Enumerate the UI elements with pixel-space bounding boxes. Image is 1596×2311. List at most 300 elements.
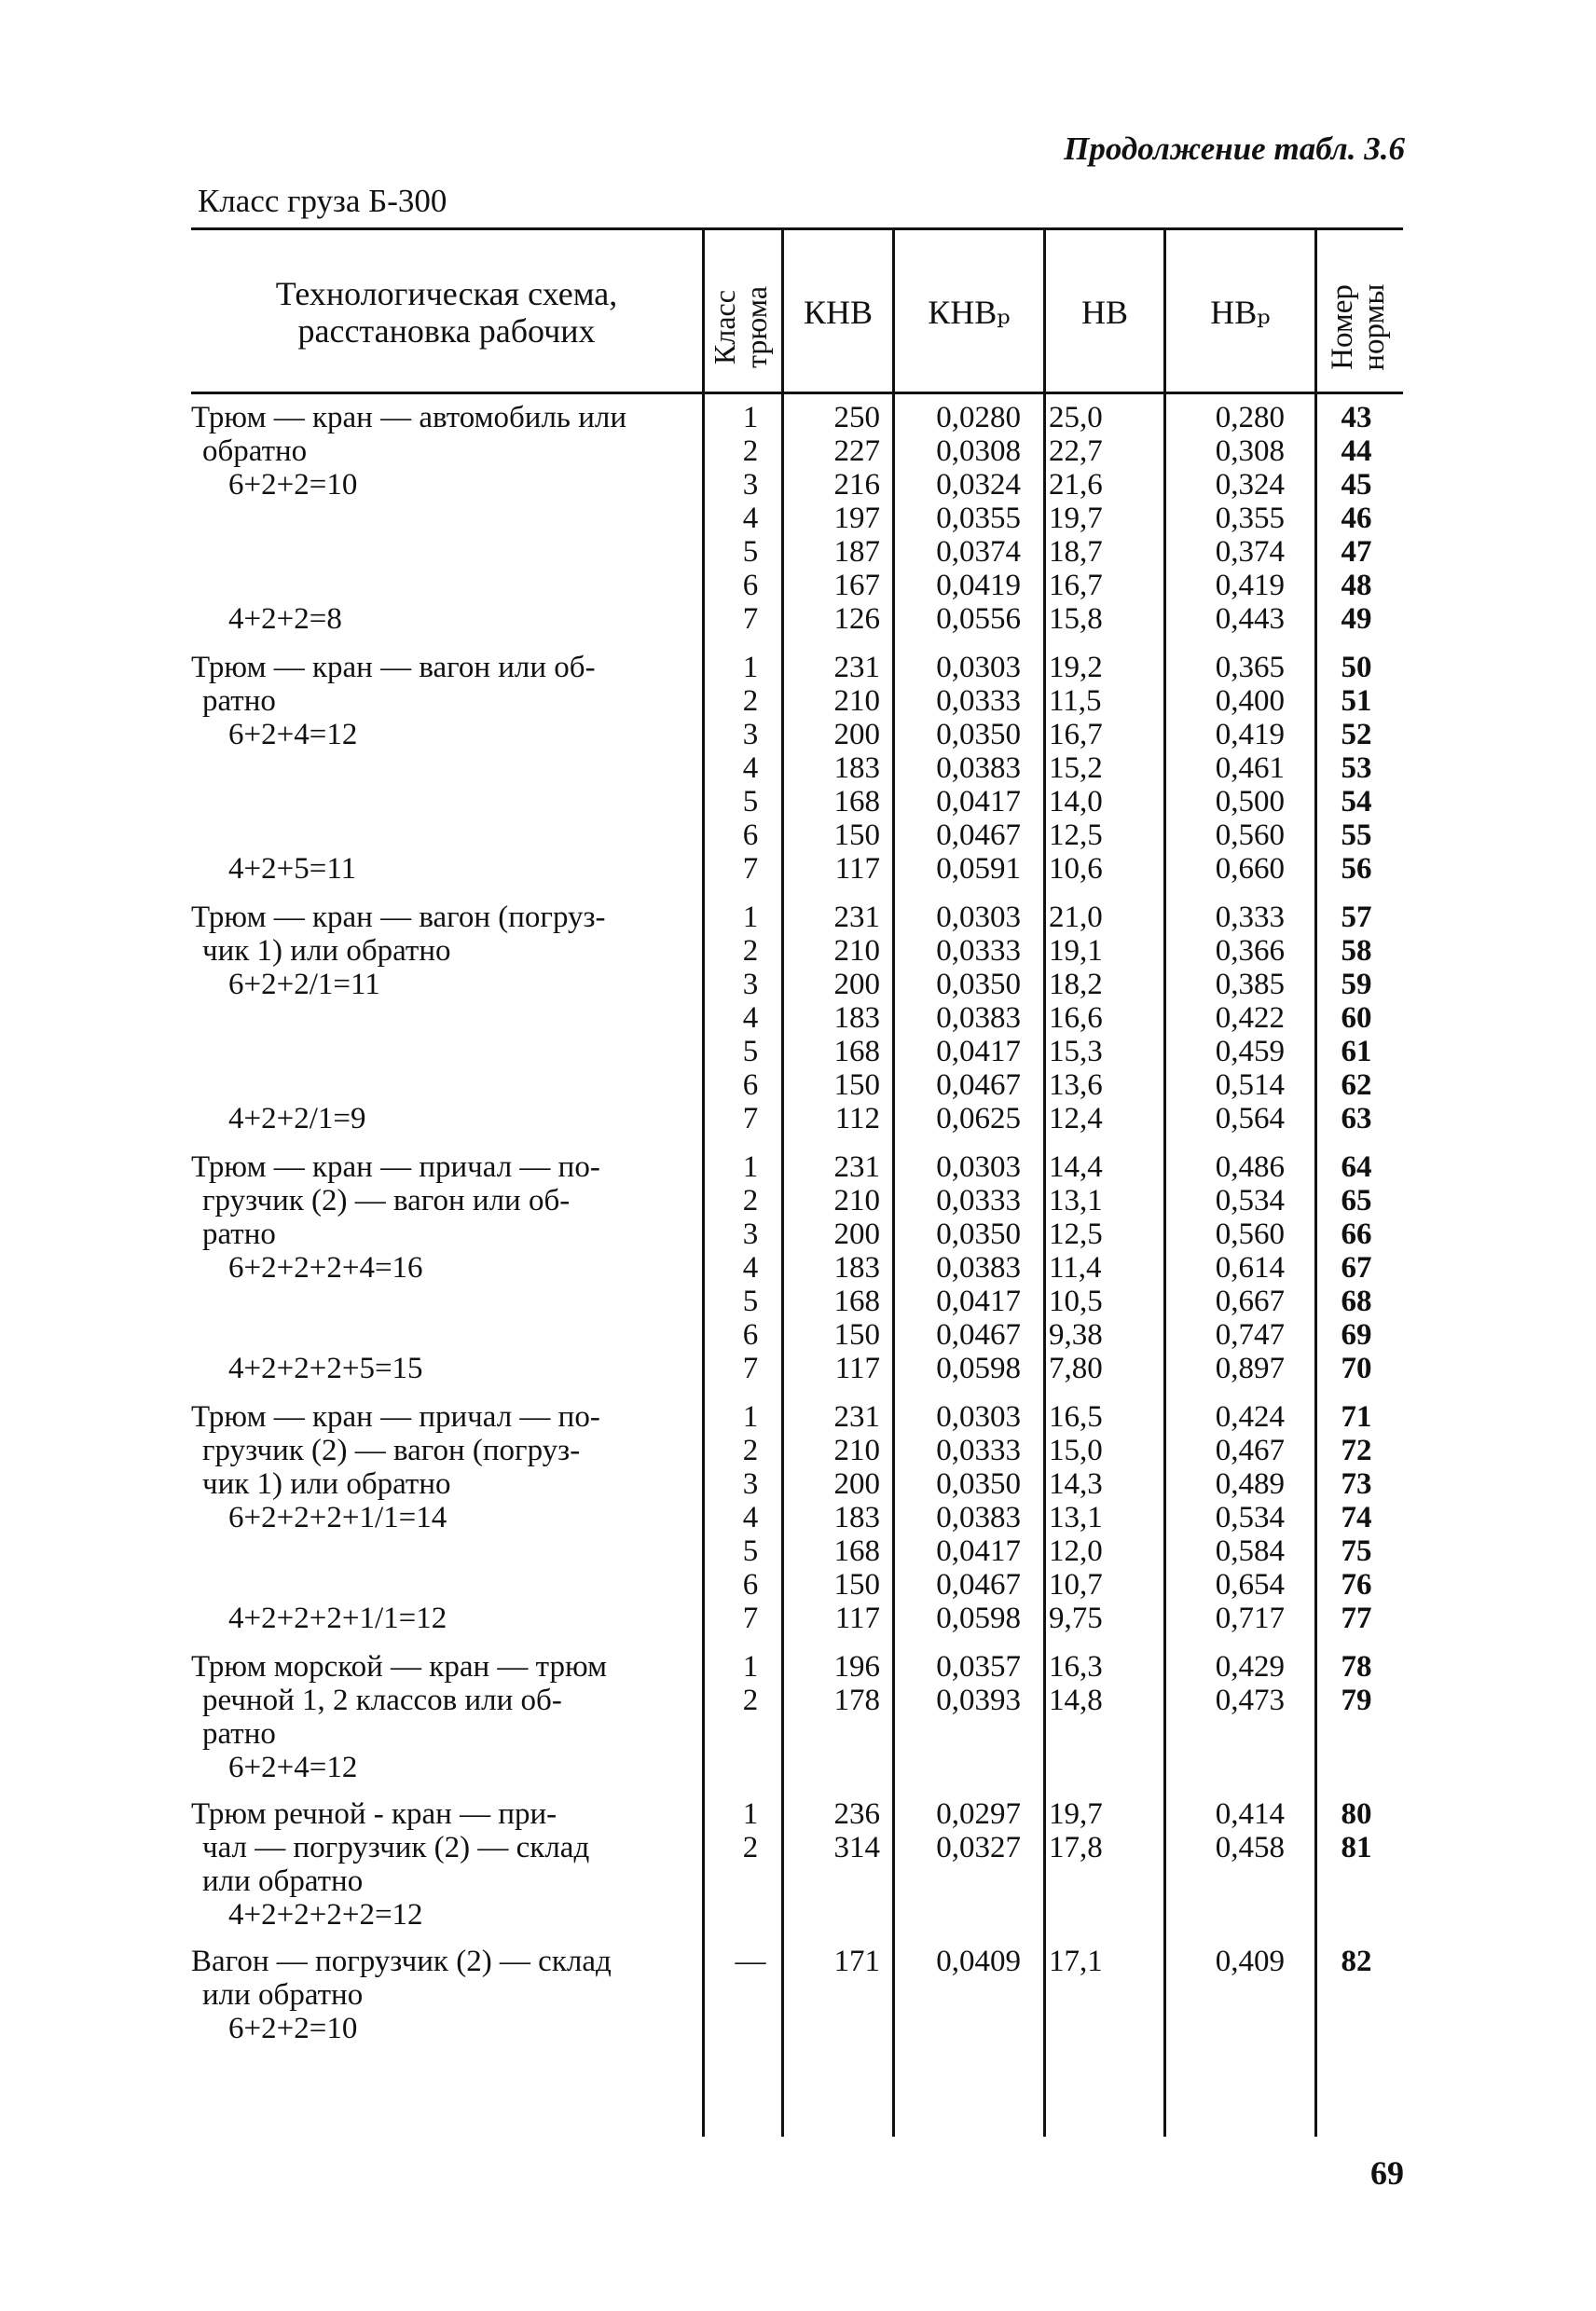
table-row bbox=[0, 1650, 1596, 1684]
nv-p-cell: 0,467 bbox=[1215, 1434, 1285, 1467]
hold-class-cell: 2 bbox=[742, 934, 759, 968]
hold-class-cell: 2 bbox=[742, 1184, 759, 1217]
hold-class-cell: 2 bbox=[742, 1434, 759, 1467]
nv-cell: 11,5 bbox=[1049, 684, 1102, 718]
norm-number-cell: 81 bbox=[1341, 1831, 1372, 1864]
scheme-description-line: Трюм — кран — причал — по- bbox=[191, 1400, 600, 1434]
scheme-description-line: Трюм — кран — причал — по- bbox=[191, 1150, 600, 1184]
table-row bbox=[0, 1434, 1596, 1467]
norm-number-cell: 63 bbox=[1341, 1102, 1372, 1135]
norm-number-cell: 66 bbox=[1341, 1217, 1372, 1251]
nv-cell: 18,2 bbox=[1049, 968, 1103, 1001]
knv-p-cell: 0,0467 bbox=[936, 1068, 1021, 1102]
nv-cell: 15,0 bbox=[1049, 1434, 1103, 1467]
knv-cell: 216 bbox=[833, 468, 880, 502]
hold-class-cell: 3 bbox=[742, 468, 759, 502]
norm-number-cell: 52 bbox=[1341, 718, 1372, 751]
knv-p-cell: 0,0308 bbox=[936, 434, 1021, 468]
column-header-nv-p: НВₚ bbox=[1210, 294, 1271, 331]
knv-p-cell: 0,0303 bbox=[936, 901, 1021, 934]
knv-p-cell: 0,0327 bbox=[936, 1831, 1021, 1864]
knv-p-cell: 0,0350 bbox=[936, 1217, 1021, 1251]
knv-p-cell: 0,0467 bbox=[936, 818, 1021, 852]
knv-cell: 150 bbox=[833, 1318, 880, 1352]
knv-cell: 227 bbox=[833, 434, 880, 468]
knv-p-cell: 0,0417 bbox=[936, 1035, 1021, 1068]
norm-number-cell: 67 bbox=[1341, 1251, 1372, 1285]
table-row bbox=[0, 1217, 1596, 1251]
table-row bbox=[0, 502, 1596, 535]
nv-p-cell: 0,560 bbox=[1215, 1217, 1285, 1251]
nv-p-cell: 0,308 bbox=[1215, 434, 1285, 468]
table-row bbox=[0, 785, 1596, 818]
table-row bbox=[0, 1568, 1596, 1602]
norm-number-cell: 51 bbox=[1341, 684, 1372, 718]
hold-class-cell: 6 bbox=[742, 1068, 759, 1102]
table-row bbox=[0, 1001, 1596, 1035]
norm-number-cell: 55 bbox=[1341, 818, 1372, 852]
scheme-description-line: 6+2+4=12 bbox=[228, 718, 358, 751]
knv-cell: 210 bbox=[833, 1184, 880, 1217]
nv-p-cell: 0,461 bbox=[1215, 751, 1285, 785]
knv-cell: 200 bbox=[833, 1467, 880, 1501]
hold-class-cell: 4 bbox=[742, 1001, 759, 1035]
scheme-description-line: 6+2+2+2+1/1=14 bbox=[228, 1501, 447, 1534]
nv-p-cell: 0,333 bbox=[1215, 901, 1285, 934]
nv-cell: 9,75 bbox=[1049, 1602, 1103, 1635]
knv-p-cell: 0,0598 bbox=[936, 1602, 1021, 1635]
hold-class-cell: 3 bbox=[742, 1217, 759, 1251]
hold-class-cell: 4 bbox=[742, 751, 759, 785]
knv-p-cell: 0,0383 bbox=[936, 1501, 1021, 1534]
knv-cell: 178 bbox=[833, 1684, 880, 1717]
nv-cell: 19,7 bbox=[1049, 1797, 1103, 1831]
nv-cell: 19,1 bbox=[1049, 934, 1103, 968]
knv-p-cell: 0,0556 bbox=[936, 602, 1021, 636]
knv-cell: 200 bbox=[833, 718, 880, 751]
norm-number-cell: 57 bbox=[1341, 901, 1372, 934]
column-header-hold-class-line2: трюма bbox=[739, 285, 773, 369]
knv-cell: 231 bbox=[833, 901, 880, 934]
nv-cell: 16,3 bbox=[1049, 1650, 1103, 1684]
hold-class-cell: 5 bbox=[742, 535, 759, 569]
table-row bbox=[0, 1602, 1596, 1635]
scheme-description-line: чик 1) или обратно bbox=[202, 934, 451, 968]
knv-cell: 210 bbox=[833, 684, 880, 718]
nv-p-cell: 0,667 bbox=[1215, 1285, 1285, 1318]
knv-p-cell: 0,0355 bbox=[936, 502, 1021, 535]
nv-cell: 12,0 bbox=[1049, 1534, 1103, 1568]
table-row bbox=[0, 468, 1596, 502]
table-row bbox=[0, 968, 1596, 1001]
nv-p-cell: 0,486 bbox=[1215, 1150, 1285, 1184]
column-header-scheme bbox=[191, 242, 702, 382]
norm-number-cell: 65 bbox=[1341, 1184, 1372, 1217]
nv-p-cell: 0,473 bbox=[1215, 1684, 1285, 1717]
knv-p-cell: 0,0303 bbox=[936, 651, 1021, 684]
knv-p-cell: 0,0303 bbox=[936, 1150, 1021, 1184]
nv-p-cell: 0,409 bbox=[1215, 1945, 1285, 1978]
hold-class-cell: 1 bbox=[742, 1650, 759, 1684]
hold-class-cell: 1 bbox=[742, 1400, 759, 1434]
table-row bbox=[0, 751, 1596, 785]
column-header-scheme-line2: расстановка рабочих bbox=[297, 312, 596, 350]
nv-cell: 14,3 bbox=[1049, 1467, 1103, 1501]
nv-p-cell: 0,458 bbox=[1215, 1831, 1285, 1864]
knv-cell: 197 bbox=[833, 502, 880, 535]
column-header-knv: КНВ bbox=[803, 294, 874, 331]
column-header-scheme-line1: Технологическая схема, bbox=[275, 275, 618, 312]
hold-class-cell: 1 bbox=[742, 1150, 759, 1184]
hold-class-cell: 5 bbox=[742, 1035, 759, 1068]
nv-p-cell: 0,419 bbox=[1215, 569, 1285, 602]
knv-p-cell: 0,0383 bbox=[936, 1001, 1021, 1035]
knv-cell: 168 bbox=[833, 1035, 880, 1068]
knv-cell: 112 bbox=[834, 1102, 880, 1135]
knv-p-cell: 0,0383 bbox=[936, 1251, 1021, 1285]
knv-p-cell: 0,0625 bbox=[936, 1102, 1021, 1135]
scheme-description-line: ратно bbox=[202, 1717, 276, 1751]
nv-cell: 12,5 bbox=[1049, 1217, 1103, 1251]
knv-cell: 250 bbox=[833, 401, 880, 434]
knv-cell: 200 bbox=[833, 1217, 880, 1251]
norm-number-cell: 56 bbox=[1341, 852, 1372, 886]
knv-p-cell: 0,0324 bbox=[936, 468, 1021, 502]
table-row bbox=[0, 1797, 1596, 1831]
knv-p-cell: 0,0303 bbox=[936, 1400, 1021, 1434]
hold-class-cell: 5 bbox=[742, 1285, 759, 1318]
hold-class-cell: 4 bbox=[742, 1251, 759, 1285]
knv-cell: 126 bbox=[833, 602, 880, 636]
table-row bbox=[0, 1285, 1596, 1318]
nv-cell: 22,7 bbox=[1049, 434, 1103, 468]
hold-class-cell: 2 bbox=[742, 684, 759, 718]
scheme-description-line: 6+2+2=10 bbox=[228, 468, 358, 502]
norm-number-cell: 78 bbox=[1341, 1650, 1372, 1684]
nv-p-cell: 0,560 bbox=[1215, 818, 1285, 852]
norm-number-cell: 61 bbox=[1341, 1035, 1372, 1068]
hold-class-cell: 1 bbox=[742, 401, 759, 434]
scheme-description-line: речной 1, 2 классов или об- bbox=[202, 1684, 562, 1717]
table-row bbox=[0, 602, 1596, 636]
table-row bbox=[0, 1035, 1596, 1068]
nv-cell: 16,7 bbox=[1049, 718, 1103, 751]
nv-cell: 16,7 bbox=[1049, 569, 1103, 602]
column-header-hold-class bbox=[709, 262, 774, 392]
norm-number-cell: 54 bbox=[1341, 785, 1372, 818]
norm-number-cell: 50 bbox=[1341, 651, 1372, 684]
hold-class-cell: 5 bbox=[742, 1534, 759, 1568]
scheme-alt-formula: 4+2+5=11 bbox=[228, 852, 357, 886]
norm-number-cell: 69 bbox=[1341, 1318, 1372, 1352]
knv-cell: 210 bbox=[833, 934, 880, 968]
nv-p-cell: 0,414 bbox=[1215, 1797, 1285, 1831]
nv-p-cell: 0,324 bbox=[1215, 468, 1285, 502]
hold-class-cell: 1 bbox=[742, 1797, 759, 1831]
table-row bbox=[0, 901, 1596, 934]
nv-cell: 10,6 bbox=[1049, 852, 1103, 886]
nv-cell: 10,5 bbox=[1049, 1285, 1103, 1318]
hold-class-cell: 6 bbox=[742, 1568, 759, 1602]
nv-p-cell: 0,897 bbox=[1215, 1352, 1285, 1385]
nv-cell: 10,7 bbox=[1049, 1568, 1103, 1602]
nv-cell: 12,5 bbox=[1049, 818, 1103, 852]
table-row bbox=[0, 1251, 1596, 1285]
scheme-description-line: Трюм — кран — вагон (погруз- bbox=[191, 901, 606, 934]
table-continuation-title: Продолжение табл. 3.6 bbox=[1064, 131, 1405, 167]
hold-class-cell: 5 bbox=[742, 785, 759, 818]
column-header-nv: НВ bbox=[1080, 294, 1128, 331]
norm-number-cell: 58 bbox=[1341, 934, 1372, 968]
norm-number-cell: 47 bbox=[1341, 535, 1372, 569]
nv-p-cell: 0,385 bbox=[1215, 968, 1285, 1001]
table-row bbox=[0, 934, 1596, 968]
scheme-description-line: обратно bbox=[202, 434, 308, 468]
nv-cell: 14,8 bbox=[1049, 1684, 1103, 1717]
column-header-norm-number bbox=[1327, 262, 1392, 392]
nv-p-cell: 0,422 bbox=[1215, 1001, 1285, 1035]
scheme-description-line: Трюм — кран — вагон или об- bbox=[191, 651, 596, 684]
knv-p-cell: 0,0467 bbox=[936, 1568, 1021, 1602]
nv-cell: 12,4 bbox=[1049, 1102, 1103, 1135]
nv-p-cell: 0,534 bbox=[1215, 1501, 1285, 1534]
nv-p-cell: 0,564 bbox=[1215, 1102, 1285, 1135]
knv-cell: 200 bbox=[833, 968, 880, 1001]
nv-p-cell: 0,584 bbox=[1215, 1534, 1285, 1568]
table-row bbox=[0, 1068, 1596, 1102]
nv-p-cell: 0,374 bbox=[1215, 535, 1285, 569]
knv-cell: 210 bbox=[833, 1434, 880, 1467]
table-row bbox=[0, 1400, 1596, 1434]
norm-number-cell: 53 bbox=[1341, 751, 1372, 785]
table-row bbox=[0, 401, 1596, 434]
table-row bbox=[0, 1150, 1596, 1184]
nv-p-cell: 0,747 bbox=[1215, 1318, 1285, 1352]
norm-number-cell: 70 bbox=[1341, 1352, 1372, 1385]
nv-p-cell: 0,459 bbox=[1215, 1035, 1285, 1068]
nv-cell: 9,38 bbox=[1049, 1318, 1103, 1352]
knv-cell: 167 bbox=[833, 569, 880, 602]
table-row bbox=[0, 1945, 1596, 1978]
knv-p-cell: 0,0409 bbox=[936, 1945, 1021, 1978]
knv-cell: 150 bbox=[833, 818, 880, 852]
header-top-rule bbox=[191, 227, 1403, 230]
knv-p-cell: 0,0280 bbox=[936, 401, 1021, 434]
table-row bbox=[0, 1831, 1596, 1864]
knv-cell: 117 bbox=[834, 1352, 880, 1385]
nv-cell: 13,1 bbox=[1049, 1501, 1103, 1534]
table-row bbox=[0, 1467, 1596, 1501]
nv-cell: 17,8 bbox=[1049, 1831, 1103, 1864]
knv-cell: 183 bbox=[833, 1251, 880, 1285]
scheme-description-line: Трюм — кран — автомобиль или bbox=[191, 401, 626, 434]
norm-number-cell: 74 bbox=[1341, 1501, 1372, 1534]
knv-p-cell: 0,0350 bbox=[936, 718, 1021, 751]
table-row bbox=[0, 1501, 1596, 1534]
knv-cell: 168 bbox=[833, 785, 880, 818]
table-row bbox=[0, 535, 1596, 569]
nv-cell: 13,1 bbox=[1049, 1184, 1103, 1217]
norm-number-cell: 64 bbox=[1341, 1150, 1372, 1184]
norm-number-cell: 48 bbox=[1341, 569, 1372, 602]
knv-cell: 196 bbox=[833, 1650, 880, 1684]
knv-p-cell: 0,0350 bbox=[936, 968, 1021, 1001]
nv-p-cell: 0,419 bbox=[1215, 718, 1285, 751]
scheme-description-line: или обратно bbox=[202, 1978, 364, 2012]
knv-cell: 183 bbox=[833, 1501, 880, 1534]
table-row bbox=[0, 1684, 1596, 1717]
nv-cell: 14,0 bbox=[1049, 785, 1103, 818]
norm-number-cell: 76 bbox=[1341, 1568, 1372, 1602]
nv-cell: 15,8 bbox=[1049, 602, 1103, 636]
norm-number-cell: 75 bbox=[1341, 1534, 1372, 1568]
knv-cell: 117 bbox=[834, 852, 880, 886]
hold-class-cell: 3 bbox=[742, 1467, 759, 1501]
cargo-class-label: Класс груза Б-300 bbox=[198, 183, 447, 219]
nv-cell: 7,80 bbox=[1049, 1352, 1103, 1385]
norm-number-cell: 79 bbox=[1341, 1684, 1372, 1717]
table-row bbox=[0, 569, 1596, 602]
nv-p-cell: 0,489 bbox=[1215, 1467, 1285, 1501]
page-number: 69 bbox=[1370, 2154, 1404, 2192]
nv-p-cell: 0,443 bbox=[1215, 602, 1285, 636]
hold-class-cell: 6 bbox=[742, 818, 759, 852]
norm-number-cell: 72 bbox=[1341, 1434, 1372, 1467]
nv-cell: 16,5 bbox=[1049, 1400, 1103, 1434]
norm-number-cell: 46 bbox=[1341, 502, 1372, 535]
table-row bbox=[0, 1352, 1596, 1385]
scheme-description-line: или обратно bbox=[202, 1864, 364, 1898]
knv-p-cell: 0,0393 bbox=[936, 1684, 1021, 1717]
hold-class-cell: 1 bbox=[742, 651, 759, 684]
nv-cell: 25,0 bbox=[1049, 401, 1103, 434]
scheme-description-line: 6+2+2+2+4=16 bbox=[228, 1251, 423, 1285]
knv-cell: 150 bbox=[833, 1068, 880, 1102]
nv-p-cell: 0,355 bbox=[1215, 502, 1285, 535]
knv-cell: 168 bbox=[833, 1534, 880, 1568]
scheme-description-line: чик 1) или обратно bbox=[202, 1467, 451, 1501]
norm-number-cell: 80 bbox=[1341, 1797, 1372, 1831]
nv-cell: 21,6 bbox=[1049, 468, 1103, 502]
nv-p-cell: 0,400 bbox=[1215, 684, 1285, 718]
table-row bbox=[0, 684, 1596, 718]
norm-number-cell: 43 bbox=[1341, 401, 1372, 434]
nv-cell: 17,1 bbox=[1049, 1945, 1103, 1978]
knv-cell: 183 bbox=[833, 1001, 880, 1035]
knv-p-cell: 0,0333 bbox=[936, 684, 1021, 718]
scheme-description-line: Трюм речной - кран — при- bbox=[191, 1797, 557, 1831]
knv-p-cell: 0,0598 bbox=[936, 1352, 1021, 1385]
knv-p-cell: 0,0591 bbox=[936, 852, 1021, 886]
norm-number-cell: 73 bbox=[1341, 1467, 1372, 1501]
hold-class-cell: 7 bbox=[742, 1602, 759, 1635]
nv-cell: 19,7 bbox=[1049, 502, 1103, 535]
table-row bbox=[0, 1102, 1596, 1135]
nv-cell: 13,6 bbox=[1049, 1068, 1103, 1102]
nv-p-cell: 0,534 bbox=[1215, 1184, 1285, 1217]
knv-cell: 183 bbox=[833, 751, 880, 785]
hold-class-cell: 6 bbox=[742, 1318, 759, 1352]
column-header-knv-p: КНВₚ bbox=[928, 294, 1011, 331]
nv-p-cell: 0,500 bbox=[1215, 785, 1285, 818]
table-row bbox=[0, 818, 1596, 852]
norm-number-cell: 44 bbox=[1341, 434, 1372, 468]
knv-p-cell: 0,0467 bbox=[936, 1318, 1021, 1352]
knv-cell: 117 bbox=[834, 1602, 880, 1635]
knv-cell: 187 bbox=[833, 535, 880, 569]
scheme-description-line: 6+2+4=12 bbox=[228, 1751, 358, 1784]
norm-number-cell: 77 bbox=[1341, 1602, 1372, 1635]
scheme-description-line: ратно bbox=[202, 684, 276, 718]
header-bottom-rule bbox=[191, 392, 1403, 394]
scheme-description-line: 6+2+2=10 bbox=[228, 2012, 358, 2045]
table-row bbox=[0, 852, 1596, 886]
table-row bbox=[0, 1534, 1596, 1568]
hold-class-cell: 3 bbox=[742, 718, 759, 751]
nv-p-cell: 0,614 bbox=[1215, 1251, 1285, 1285]
knv-p-cell: 0,0374 bbox=[936, 535, 1021, 569]
hold-class-cell: 2 bbox=[742, 1684, 759, 1717]
scheme-description-line: грузчик (2) — вагон (погруз- bbox=[202, 1434, 581, 1467]
knv-cell: 314 bbox=[833, 1831, 880, 1864]
nv-cell: 15,2 bbox=[1049, 751, 1103, 785]
norm-number-cell: 68 bbox=[1341, 1285, 1372, 1318]
nv-p-cell: 0,280 bbox=[1215, 401, 1285, 434]
nv-p-cell: 0,717 bbox=[1215, 1602, 1285, 1635]
knv-p-cell: 0,0417 bbox=[936, 1285, 1021, 1318]
scheme-alt-formula: 4+2+2/1=9 bbox=[228, 1102, 366, 1135]
knv-cell: 168 bbox=[833, 1285, 880, 1318]
hold-class-cell: — bbox=[735, 1945, 766, 1978]
norm-number-cell: 71 bbox=[1341, 1400, 1372, 1434]
norm-number-cell: 49 bbox=[1341, 602, 1372, 636]
hold-class-cell: 4 bbox=[742, 502, 759, 535]
hold-class-cell: 2 bbox=[742, 434, 759, 468]
nv-cell: 11,4 bbox=[1049, 1251, 1102, 1285]
norm-number-cell: 62 bbox=[1341, 1068, 1372, 1102]
scheme-description-line: 4+2+2+2+2=12 bbox=[228, 1898, 423, 1932]
nv-cell: 19,2 bbox=[1049, 651, 1103, 684]
knv-cell: 231 bbox=[833, 651, 880, 684]
knv-cell: 236 bbox=[833, 1797, 880, 1831]
scheme-description-line: ратно bbox=[202, 1217, 276, 1251]
nv-p-cell: 0,654 bbox=[1215, 1568, 1285, 1602]
nv-cell: 21,0 bbox=[1049, 901, 1103, 934]
table-row bbox=[0, 1318, 1596, 1352]
table-row bbox=[0, 434, 1596, 468]
scheme-alt-formula: 4+2+2+2+1/1=12 bbox=[228, 1602, 447, 1635]
knv-p-cell: 0,0333 bbox=[936, 1434, 1021, 1467]
nv-cell: 15,3 bbox=[1049, 1035, 1103, 1068]
scheme-alt-formula: 4+2+2+2+5=15 bbox=[228, 1352, 423, 1385]
column-header-norm-line1: Номер bbox=[1326, 284, 1359, 370]
hold-class-cell: 7 bbox=[742, 1352, 759, 1385]
scheme-alt-formula: 4+2+2=8 bbox=[228, 602, 342, 636]
column-header-hold-class-line1: Класс bbox=[708, 290, 741, 365]
hold-class-cell: 7 bbox=[742, 852, 759, 886]
table-row bbox=[0, 1184, 1596, 1217]
knv-p-cell: 0,0350 bbox=[936, 1467, 1021, 1501]
nv-p-cell: 0,429 bbox=[1215, 1650, 1285, 1684]
hold-class-cell: 7 bbox=[742, 602, 759, 636]
nv-p-cell: 0,424 bbox=[1215, 1400, 1285, 1434]
scheme-description-line: Вагон — погрузчик (2) — склад bbox=[191, 1945, 612, 1978]
norm-number-cell: 59 bbox=[1341, 968, 1372, 1001]
hold-class-cell: 6 bbox=[742, 569, 759, 602]
scheme-description-line: Трюм морской — кран — трюм bbox=[191, 1650, 608, 1684]
knv-p-cell: 0,0417 bbox=[936, 785, 1021, 818]
nv-cell: 16,6 bbox=[1049, 1001, 1103, 1035]
